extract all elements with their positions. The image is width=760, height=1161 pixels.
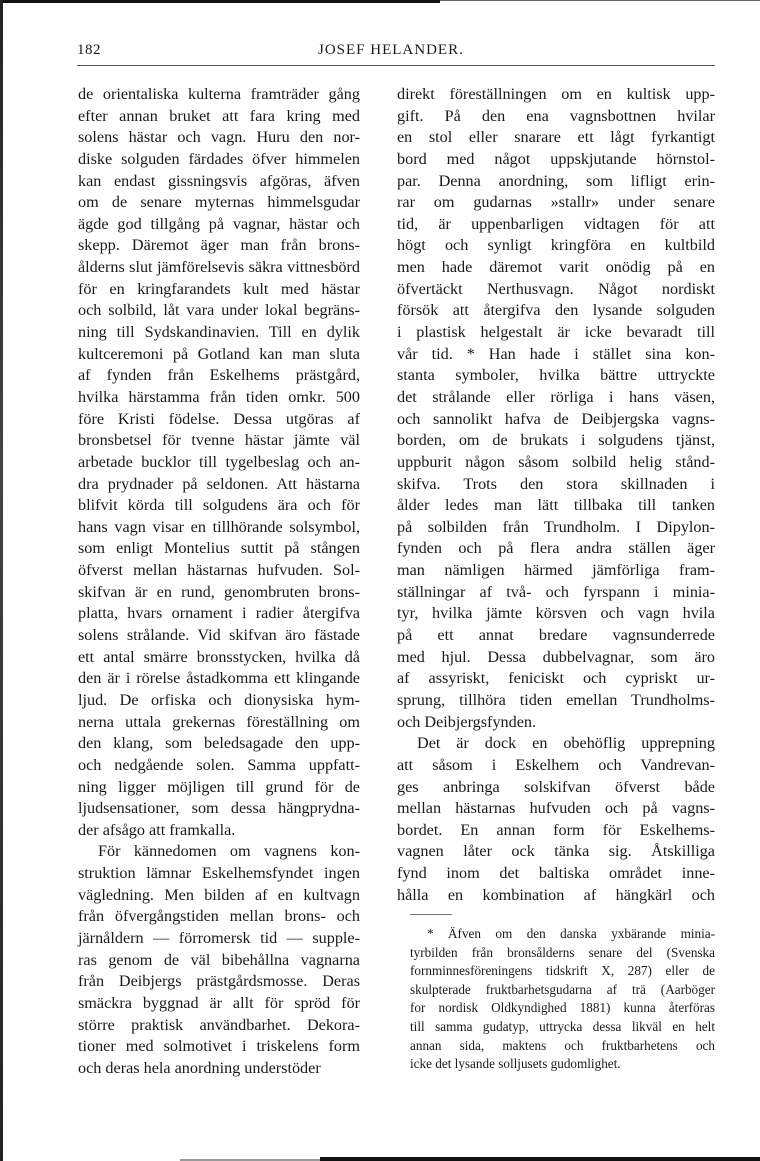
text-line: fynd inom det baltiska området inne- [397,864,715,883]
text-line: kan endast gissningsvis afgöras, äfven [78,171,360,190]
text-line: smäckra byggnad är allt för spröd för [78,993,360,1012]
text-line: försök att återgifva den lysande solguden [397,301,715,320]
text-line: vägledning. Men bilden af en kultvagn [78,885,360,904]
text-line: tyr, hvilka jämte körsven och vagn hvila [397,604,715,623]
text-line: tid, är uppenbarligen vidtagen för att [397,214,715,233]
left-column [78,84,360,1079]
text-line: Det är dock en obehöflig upprepning [417,734,715,753]
text-line: och nedgående solen. Samma uppfatt- [78,755,360,774]
text-line: från Deibjergs prästgårdsmosse. Deras [78,972,360,991]
footnote-line: skulpterade fruktbarhetsgudarna af trä (Aarböger [410,981,715,997]
footnote [410,925,715,1074]
text-line: gift. På den ena vagnsbottnen hvilar [397,106,715,125]
text-line: dra prydnader på seldonen. Att hästarna [78,474,360,493]
text-line: högt och synligt kringföra en kultbild [397,236,715,255]
text-line: struktion lämnar Eskelhemsfyndet ingen [78,864,360,883]
text-line: den klang, som beledsagade den upp- [78,734,360,753]
text-line: par. Denna anordning, som lifligt erin- [397,171,715,190]
text-line: den är i rörelse åstadkomma ett klingande [78,669,360,688]
text-line: och solbild, låt vara under lokal begräns- [78,301,360,320]
text-line: med hjul. Dessa dubbelvagnar, som äro [397,647,715,666]
text-line: af assyriskt, feniciskt och cypriskt ur- [397,669,715,688]
footnote-line: for nordisk Oldkyndighed 1881) kunna återföras [410,1000,715,1016]
text-line: ålderns slut jämförelsevis säkra vittnesbörd [78,258,360,277]
text-line: för en kringfarandets kult med hästar [78,279,360,298]
footnote-line: fornminnesföreningens tidskrift X, 287) eller de [410,963,715,979]
text-line: der afsågo att framkalla. [78,820,236,839]
running-head: JOSEF HELANDER. [318,42,464,58]
text-line: de orientaliska kulterna framträder gång [78,85,360,103]
text-line: järnåldern — förromersk tid — supple- [78,928,360,947]
text-line: i plastisk helgestalt är icke bevaradt till [397,323,715,342]
text-line: solens strålande. Vid skifvan äro fästade [78,626,360,645]
text-line: ägde god tillgång på vagnar, hästar och [78,214,360,233]
text-line: platta, hvars ornament i radier återgifva [78,604,360,623]
footnote-rule [410,914,452,915]
text-line: För kännedomen om vagnens kon- [98,842,360,861]
header-rule [77,65,715,66]
text-line: på solbilden från Trundholm. I Dipylon- [397,517,715,536]
text-line: skifvan är en rund, genombruten brons- [78,582,360,601]
text-line: öfverst mellan hästarnas hufvuden. Sol- [78,561,360,580]
scan-edge-bottom [320,1157,760,1161]
text-line: men hade däremot varit onödig på en [397,258,715,277]
text-line: ställningar af två- och fyrspann i minia- [397,582,715,601]
footnote-line: * Äfven om den danska yxbärande minia- [427,926,715,941]
text-line: arbetade bucklor till tygelbeslag och an- [78,452,360,471]
footnote-line: icke det lysande solljusets gudomlighet. [410,1056,621,1072]
text-line: man nämligen härmed jämförliga fram- [397,561,715,580]
text-line: ljud. De orfiska och dionysiska hym- [78,690,360,709]
text-line: nerna uttala grekernas föreställning om [78,712,360,731]
text-line: mellan hästarnas hufvuden och på vagns- [397,799,715,818]
text-line: vagnen låter ock tänka sig. Åtskilliga [397,842,715,861]
scan-edge-top-faint [440,0,760,1]
text-line: ning ligger möjligen till grund för de [78,777,360,796]
text-line: rar om gudarnas »stallr» under senare [397,193,715,212]
text-line: bronsbetsel för tvenne hästar jämte väl [78,431,360,450]
text-line: ett antal smärre bronsstycken, hvilka då [78,647,360,666]
right-column [397,84,715,906]
text-line: öfvertäckt Nerthusvagn. Något nordiskt [397,279,715,298]
text-line: och Deibjergsfynden. [397,712,537,731]
footnote-line: till samma gudatyp, uttrycka dessa likväl en helt [410,1018,715,1034]
scan-edge-top [0,0,440,3]
text-line: ning till Sydskandinavien. Till en dylik [78,323,360,342]
text-line: och deras hela anordning understöder [78,1058,321,1077]
text-line: större praktisk användbarhet. Dekora- [78,1015,360,1034]
text-line: stanta symboler, hvilka bättre uttryckte [397,366,715,385]
text-line: ges anbringa solskifvan öfverst både [397,777,715,796]
text-line: diske solguden färdades öfver himmelen [78,149,360,168]
text-line: bordet. En annan form för Eskelhems- [397,820,715,839]
text-line: på ett annat bredare vagnsunderrede [397,626,715,645]
text-line: efter annan bruket att fara kring med [78,106,360,125]
footnote-line: annan sida, maktens och fruktbarhetens och [410,1037,715,1053]
text-line: bord med något uppskjutande hörnstol- [397,149,715,168]
text-line: uppburit någon såsom solbild helig stånd- [397,452,715,471]
text-line: det strålande eller rörliga i hans väsen, [397,387,715,406]
text-line: skifva. Trots den stora skillnaden i [397,474,715,493]
text-line: hålla en kombination af hängkärl och [397,885,715,904]
text-line: tioner med solmotivet i triskelens form [78,1037,360,1056]
scan-edge-left [0,0,3,1161]
text-line: att såsom i Eskelhem och Vandrevan- [397,755,715,774]
text-line: före Kristi födelse. Dessa utgöras af [78,409,360,428]
text-line: skepp. Däremot äger man från brons- [78,236,360,255]
text-line: hvilka härstamma från tiden omkr. 500 [78,387,360,406]
text-line: af fynden från Eskelhems prästgård, [78,366,360,385]
text-line: från öfvergångstiden mellan brons- och [78,907,360,926]
text-line: kultceremoni på Gotland kan man sluta [78,344,360,363]
text-line: ljudsensationer, som dessa hängprydna- [78,799,360,818]
text-line: blifvit körda till solgudens ära och för [78,496,360,515]
text-line: fynden och på flera andra ställen äger [397,539,715,558]
page-number: 182 [77,42,101,58]
text-line: ras genom de väl bibehållna vagnarna [78,950,360,969]
text-line: hans vagn visar en tillhörande solsymbol, [78,517,360,536]
text-line: borden, om de brukats i solgudens tjänst, [397,431,715,450]
text-line: och sannolikt hafva de Deibjergska vagns- [397,409,715,428]
text-line: om de senare myternas himmelsgudar [78,193,360,212]
text-line: direkt föreställningen om en kultisk upp- [397,85,715,103]
footnote-line: tyrbilden från bronsålderns senare del (Svenska [410,944,715,960]
text-line: en stol eller snarare ett lågt fyrkantigt [397,128,715,147]
text-line: sprung, tillhöra tiden emellan Trundholms- [397,690,715,709]
text-line: ålder ledes man lätt tillbaka till tanken [397,496,715,515]
text-line: vår tid. * Han hade i stället sina kon- [397,344,715,363]
text-line: som enligt Montelius suttit på stången [78,539,360,558]
text-line: solens hästar och vagn. Huru den nor- [78,128,360,147]
